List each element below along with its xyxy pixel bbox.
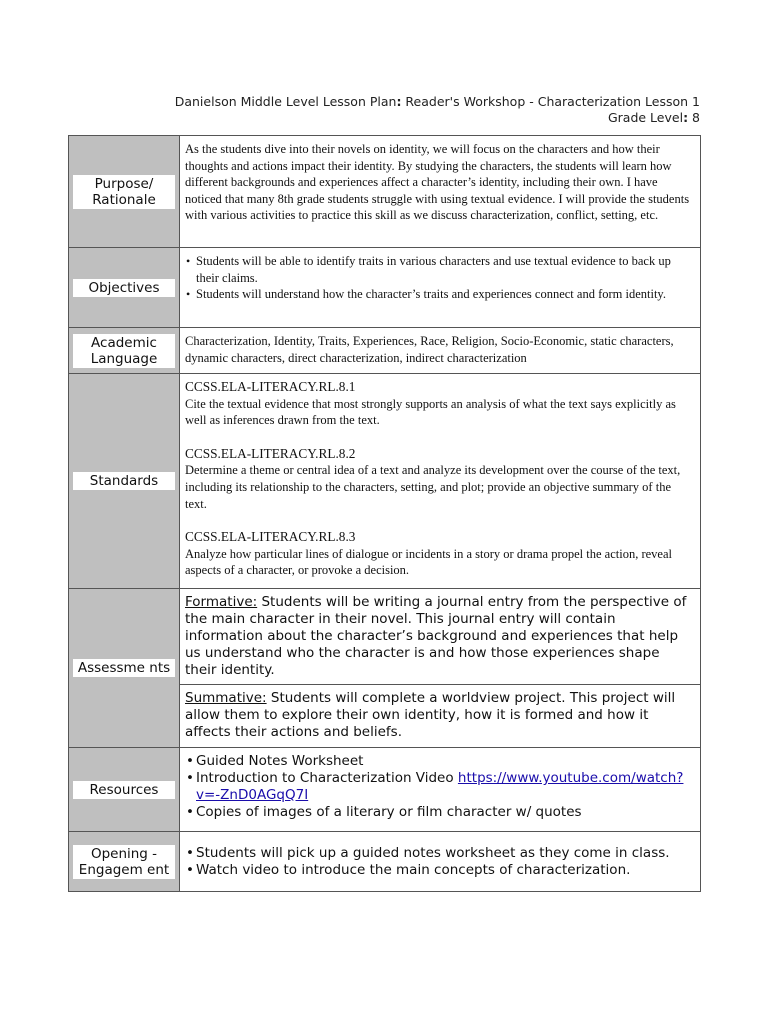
row-resources [69, 748, 701, 832]
objectives-list [185, 253, 695, 303]
lesson-title [175, 94, 700, 110]
resources-list [185, 753, 695, 821]
opening-cell [180, 832, 701, 892]
standard-text: Analyze how particular lines of dialogue or incidents in a story or drama propel the action, reveal aspects of a character, or provoke a decision. [185, 546, 672, 578]
grade-separator: : [683, 110, 689, 125]
assessments-label-cell [69, 589, 180, 748]
opening-item: • Watch video to introduce the main concepts of characterization. [185, 862, 695, 879]
purpose-label-cell [69, 136, 180, 248]
formative-label: Formative: [185, 594, 258, 610]
standard-code: CCSS.ELA-LITERACY.RL.8.2 [185, 445, 356, 461]
row-standards [69, 374, 701, 589]
opening-list [185, 845, 695, 879]
academic-language-label: Academic Language [73, 334, 175, 368]
row-assessments-formative [69, 589, 701, 685]
objectives-label: Objectives [73, 279, 175, 297]
standard-item [185, 446, 695, 512]
standard-code: CCSS.ELA-LITERACY.RL.8.1 [185, 379, 356, 394]
summative-label: Summative: [185, 690, 267, 706]
summative-cell [180, 685, 701, 748]
academic-language-label-cell [69, 328, 180, 374]
formative-text: Students will be writing a journal entry from the perspective of the main character in their novel. This journal entry will contain information about the character’s background and experiences that help us understand who the character is and how those experiences shape their identity. [185, 594, 687, 678]
standards-cell [180, 374, 701, 589]
title-rest: Reader's Workshop - Characterization Lesson 1 [401, 94, 700, 109]
objectives-cell [180, 248, 701, 328]
resource-item: • Copies of images of a literary or film character w/ quotes [185, 804, 695, 821]
row-academic-language [69, 328, 701, 374]
title-prefix: Danielson Middle Level Lesson Plan [174, 94, 397, 109]
assessments-label: Assessme nts [73, 659, 175, 677]
standards-label: Standards [73, 472, 175, 490]
standard-code: CCSS.ELA-LITERACY.RL.8.3 [185, 529, 356, 545]
resources-label-cell [69, 748, 180, 832]
resources-cell [180, 748, 701, 832]
resources-label: Resources [73, 781, 175, 799]
grade-label: Grade Level [607, 110, 684, 125]
grade-value: 8 [688, 110, 700, 125]
formative-cell [180, 589, 701, 685]
objective-item: • Students will be able to identify traits in various characters and use textual evidence to back up their claims. [185, 253, 695, 286]
document-header [175, 94, 700, 126]
row-opening [69, 832, 701, 892]
opening-item: • Students will pick up a guided notes worksheet as they come in class. [185, 845, 695, 862]
standard-text: Determine a theme or central idea of a text and analyze its development over the course of the text, including its relationship to the characters, setting, and plot; provide an objective summary of the text. [185, 463, 681, 511]
resource-video-text: Introduction to Characterization Video [196, 770, 458, 786]
standard-text: Cite the textual evidence that most strongly supports an analysis of what the text says explicitly as well as inferences drawn from the text. [185, 396, 676, 428]
row-purpose [69, 136, 701, 248]
summative-text: Students will complete a worldview project. This project will allow them to explore their own identity, how it is formed and how it affects their actions and beliefs. [185, 690, 676, 740]
row-objectives [69, 248, 701, 328]
lesson-plan-table [68, 135, 701, 892]
purpose-text: As the students dive into their novels on identity, we will focus on the characters and how their thoughts and actions impact their identity. By studying the characters, the students will learn how different backgrounds and experiences affect a character’s identity, including their own. I have noticed that many 8th grade students struggle with using textual evidence. I will provide the students with various activities to practice this skill as we discuss characterization, conflict, setting, etc. [180, 136, 701, 248]
resource-item [185, 770, 695, 804]
purpose-label: Purpose/ Rationale [73, 175, 175, 209]
objectives-label-cell [69, 248, 180, 328]
standard-item [185, 529, 695, 579]
grade-level [175, 110, 700, 126]
resource-item: • Guided Notes Worksheet [185, 753, 695, 770]
academic-language-text: Characterization, Identity, Traits, Experiences, Race, Religion, Socio-Economic, static characters, dynamic characters, direct characterization, indirect characterization [180, 328, 701, 374]
standards-label-cell [69, 374, 180, 589]
opening-label: Opening - Engagem ent [73, 845, 175, 879]
title-separator: : [396, 94, 402, 109]
objective-item: • Students will understand how the character’s traits and experiences connect and form identity. [185, 286, 695, 303]
video-link[interactable]: https://www.youtube.com/watch?v=-ZnD0AGqQ7I [196, 770, 684, 803]
standard-item [185, 379, 695, 429]
opening-label-cell [69, 832, 180, 892]
